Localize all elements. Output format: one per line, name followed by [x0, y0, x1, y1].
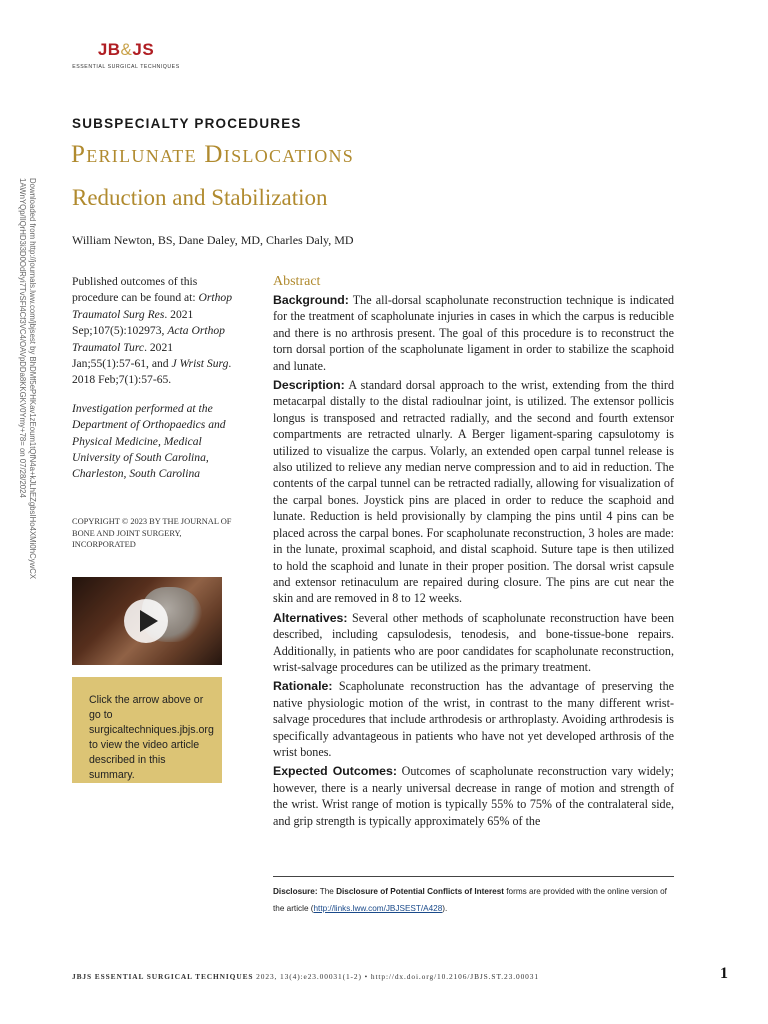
disclosure-divider [273, 876, 674, 877]
reference-1-detail: . 2021 Sep;107(5):102973, [72, 307, 194, 338]
watermark-line-1: Downloaded from http://journals.lww.com/jbjsest by BhDMf5ePHKav1zEoum1tQfN4a+kJLhEZgbsIHo4XMi0hCywCX [28, 178, 37, 580]
background-label: Background: [273, 293, 349, 307]
page-footer [72, 972, 672, 981]
author-list: William Newton, BS, Dane Daley, MD, Charles Daly, MD [72, 233, 354, 247]
abstract-alternatives [273, 610, 674, 676]
investigation-site: Investigation performed at the Department of Orthopaedics and Physical Medicine, Medical University of South Carolina, Charleston, South Carolina [72, 401, 226, 481]
rationale-label: Rationale: [273, 679, 333, 694]
reference-2-detail: . 2021 Jan;55(1):57-61, and [72, 340, 174, 371]
disclosure-label: Disclosure: [273, 887, 318, 896]
description-label: Description: [273, 378, 345, 393]
rationale-text: Scapholunate reconstruction has the advantage of preserving the native physiologic motion of the wrist, in contrast to the many different wrist-salvage procedures that include arthrodesis or arthroplasty. Avoiding arthrodesis is specifically advantageous in patients who have not yet developed arthrosis of the wrist bones. [273, 679, 674, 759]
background-text: The all-dorsal scapholunate reconstruction technique is indicated for the treatment of scapholunate injuries in cases in which the carpus is reducible and there is no arthrosis present. The goal of this procedure is to reconstruct the torn dorsal portion of the scapholunate ligament in order to stabilize the scaphoid and lunate. [273, 293, 674, 373]
logo-mark [70, 40, 182, 60]
logo-mark-left: JB [97, 40, 121, 59]
abstract-heading: Abstract [273, 274, 321, 289]
abstract-section [273, 274, 674, 832]
outcomes-label: Expected Outcomes: [273, 764, 397, 779]
article-title: Perilunate Dislocations [71, 141, 355, 168]
reference-3-journal: J Wrist Surg [171, 357, 229, 371]
outcomes-text: Outcomes of scapholunate reconstruction vary widely; however, there is a nearly universal decrease in range of motion and strength of the wrist. Wrist range of motion is typically 55% to 75% of the contralateral side, and grip strength is typically approximately 65% of the [273, 764, 675, 828]
alternatives-label: Alternatives: [273, 610, 348, 625]
footer-citation: 2023, 13(4):e23.00031(1-2) • http://dx.doi.org/10.2106/JBJS.ST.23.00031 [253, 972, 539, 981]
logo-mark-amp: & [120, 40, 133, 59]
abstract-background [273, 292, 674, 374]
footer-journal: JBJS ESSENTIAL SURGICAL TECHNIQUES [72, 972, 254, 981]
logo-mark-right: JS [132, 40, 155, 59]
disclosure-link[interactable]: http://links.lww.com/JBJSEST/A428 [313, 904, 443, 913]
watermark-line-2: 1AWnYQp/IlQrHD3i3D0OdRyi7TvSFl4Cf3VC4/OAVpDDa8KKGKV0Ymy+78= on 07/28/2024 [18, 178, 27, 498]
copyright-notice: COPYRIGHT © 2023 BY THE JOURNAL OF BONE AND JOINT SURGERY, INCORPORATED [72, 517, 232, 549]
page-number: 1 [720, 965, 728, 982]
disclosure-text-2: forms are provided with the online version of the article ( [273, 887, 667, 913]
abstract-expected-outcomes [273, 763, 674, 829]
reference-2-journal: Acta Orthop Traumatol Turc [72, 324, 225, 354]
published-intro: Published outcomes of this procedure can be found at: [72, 275, 199, 305]
disclosure-forms-label: Disclosure of Potential Conflicts of Interest [336, 887, 504, 896]
disclosure-note [273, 883, 674, 917]
logo-subtitle: ESSENTIAL SURGICAL TECHNIQUES [72, 64, 180, 70]
download-watermark [0, 178, 42, 598]
video-instructions-box: Click the arrow above or go to surgicaltechniques.jbjs.org to view the video article described in this summary. [72, 677, 222, 783]
play-icon[interactable] [124, 599, 168, 643]
disclosure-text-3: ). [442, 904, 448, 913]
article-subtitle: Reduction and Stabilization [72, 185, 328, 210]
journal-logo [70, 40, 182, 80]
sidebar-column [72, 274, 232, 483]
abstract-description [273, 377, 674, 607]
published-outcomes [72, 274, 232, 389]
reference-1-journal: Orthop Traumatol Surg Res [72, 291, 233, 321]
reference-3-detail: . 2018 Feb;7(1):57-65. [72, 357, 232, 387]
description-text: A standard dorsal approach to the wrist, extending from the third metacarpal distally to the distal radioulnar joint, is utilized. The extensor pollicis longus is transposed and retracted radially, and the second and fourth extensor compartments are retracted ulnarly. A Berger ligament-sparing capsulotomy is utilized to visualize the carpus. Volarly, an extended open carpal tunnel release is also utilized to relieve any median nerve compression and to aid in reduction. The contents of the carpal tunnel can be retracted radially, allowing for visualization of the carpal bones. Joystick pins are placed in order to reduce the scaphoid and lunate. Reduction is held provisionally by clamping the pins until 4 pins can be placed across the carpal bones. For scapholunate reconstruction, 3 holes are made: in the lunate, proximal scaphoid, and distal scaphoid. Suture tape is then utilized to hold the scaphoid and lunate in their proper position. The dorsal wrist capsule and extensor retinaculum are repaired during closure. The pins are cut near the skin and are removed in 8 to 12 weeks. [273, 378, 674, 606]
video-thumbnail[interactable] [72, 577, 222, 665]
abstract-rationale [273, 678, 674, 760]
alternatives-text: Several other methods of scapholunate reconstruction have been described, including capsulodesis, tenodesis, and bone-tissue-bone repairs. Additionally, in patients who are poor candidates for scapholunate reconstruction, wrist-salvage procedures can be utilized as the primary treatment. [273, 610, 674, 674]
section-label: SUBSPECIALTY PROCEDURES [72, 116, 302, 131]
disclosure-text-1: The [317, 887, 337, 896]
